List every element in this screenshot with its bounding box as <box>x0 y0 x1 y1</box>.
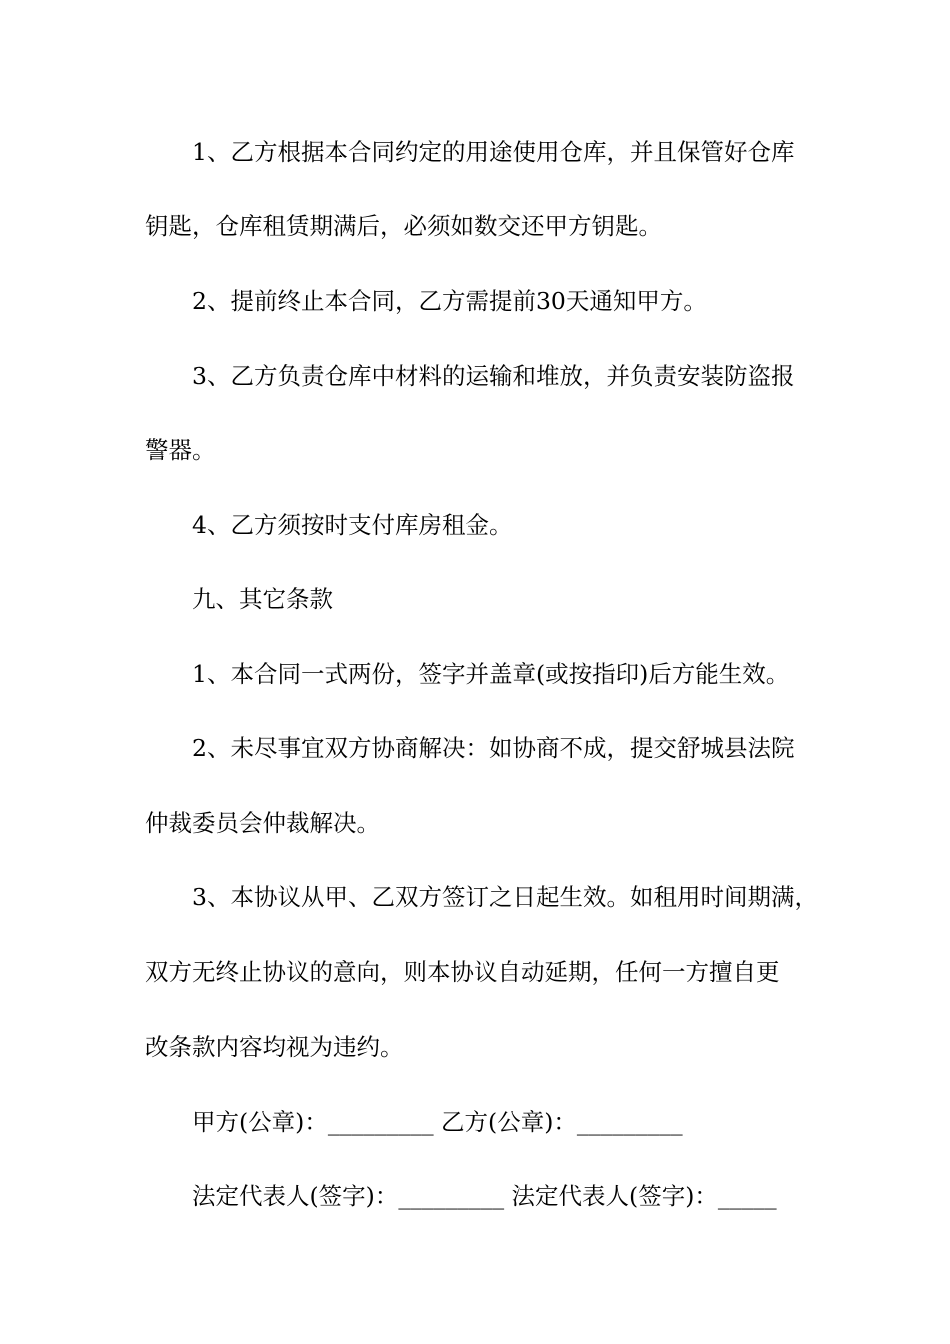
clause-8-3-line-1: 3、乙方负责仓库中材料的运输和堆放，并负责安装防盗报 <box>192 362 795 390</box>
clause-8-2: 2、提前终止本合同，乙方需提前30天通知甲方。 <box>192 287 707 315</box>
clause-9-2-line-1: 2、未尽事宜双方协商解决：如协商不成，提交舒城县法院 <box>192 734 795 762</box>
representative-signature-line: 法定代表人(签字)：_________ 法定代表人(签字)：_____ <box>192 1182 777 1210</box>
clause-8-3-line-2: 警器。 <box>145 436 216 464</box>
clause-9-3-line-2: 双方无终止协议的意向，则本协议自动延期，任何一方擅自更 <box>145 958 780 986</box>
seal-signature-line: 甲方(公章)：_________ 乙方(公章)：_________ <box>192 1108 683 1136</box>
clause-8-1-line-1: 1、乙方根据本合同约定的用途使用仓库，并且保管好仓库 <box>192 138 795 166</box>
clause-8-4: 4、乙方须按时支付库房租金。 <box>192 511 513 539</box>
clause-9-1: 1、本合同一式两份，签字并盖章(或按指印)后方能生效。 <box>192 660 790 688</box>
clause-9-2-line-2: 仲裁委员会仲裁解决。 <box>145 809 380 837</box>
clause-8-1-line-2: 钥匙，仓库租赁期满后，必须如数交还甲方钥匙。 <box>145 212 662 240</box>
clause-9-3-line-1: 3、本协议从甲、乙双方签订之日起生效。如租用时间期满， <box>192 883 818 911</box>
section-heading-9: 九、其它条款 <box>192 585 333 613</box>
clause-9-3-line-3: 改条款内容均视为违约。 <box>145 1033 404 1061</box>
